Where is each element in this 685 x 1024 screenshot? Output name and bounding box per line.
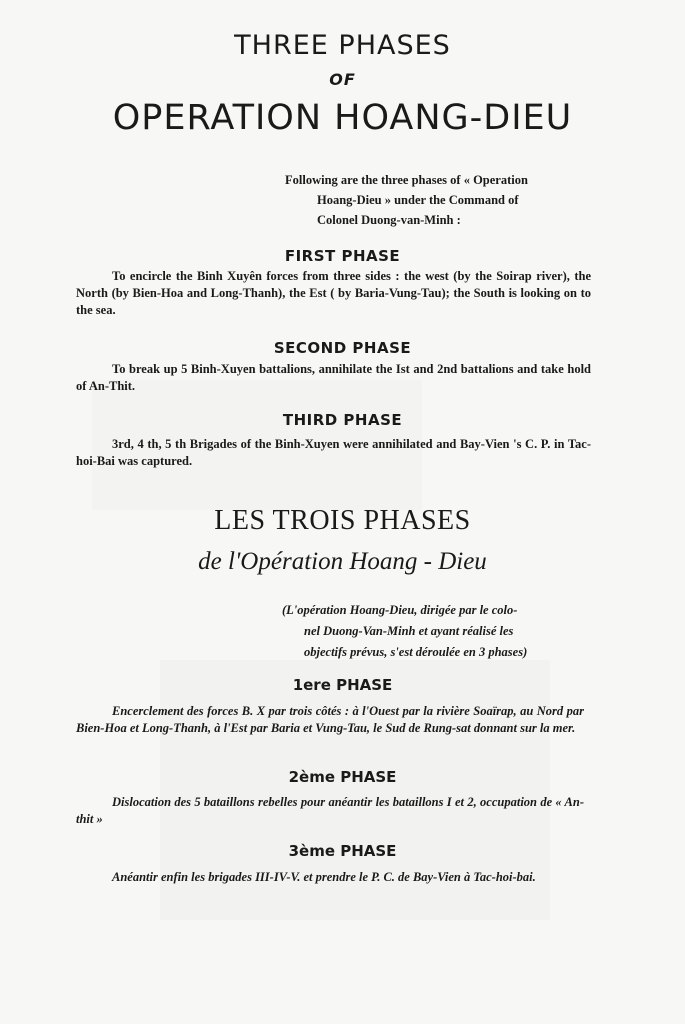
english-phase-text: To encircle the Binh Xuyên forces from three sides : the west (by the Soirap river), the North (by Bien-Hoa and Long-Thanh), the Est ( by Baria-Vung-Tau); the South is looking on to the sea. [76,269,591,317]
english-intro-line: Hoang-Dieu » under the Command of [317,193,519,207]
french-phase-text: Dislocation des 5 bataillons rebelles pour anéantir les bataillons I et 2, occupation de « An-thit » [76,795,584,826]
english-intro-line: Colonel Duong-van-Minh : [317,213,461,227]
english-title-of: OF [329,70,356,89]
french-intro [282,600,588,663]
english-phase-heading: THIRD PHASE [282,411,403,429]
french-phase-heading: 2ème PHASE [288,768,397,786]
english-phase-heading: FIRST PHASE [284,247,401,265]
french-phase-text: Anéantir enfin les brigades III-IV-V. et prendre le P. C. de Bay-Vien à Tac-hoi-bai. [112,870,536,884]
french-phase-text: Encerclement des forces B. X par trois côtés : à l'Ouest par la rivière Soaïrap, au Nord par Bien-Hoa et Long-Thanh, à l'Est par Baria et Vung-Tau, le Sud de Rung-sat donnant sur la mer. [76,704,584,735]
english-intro-line: Following are the three phases of « Operation [285,173,528,187]
french-phase-heading: 3ème PHASE [288,842,397,860]
english-phase-text: 3rd, 4 th, 5 th Brigades of the Binh-Xuyen were annihilated and Bay-Vien 's C. P. in Tac-hoi-Bai was captured. [76,437,591,468]
english-title-line2: OPERATION HOANG-DIEU [112,98,573,138]
french-intro-line: nel Duong-Van-Minh et ayant réalisé les [304,624,514,638]
english-intro [285,170,595,230]
french-intro-line: (L'opération Hoang-Dieu, dirigée par le colo- [282,603,518,617]
french-intro-line: objectifs prévus, s'est déroulée en 3 phases) [304,645,528,659]
french-title-line2: de l'Opération Hoang - Dieu [198,548,487,575]
english-phase-text: To break up 5 Binh-Xuyen battalions, annihilate the Ist and 2nd battalions and take hold of An-Thit. [76,362,591,393]
english-phase-heading: SECOND PHASE [273,339,412,357]
french-title-line1: LES TROIS PHASES [214,505,471,536]
english-title-line1: THREE PHASES [234,30,451,61]
french-phase-heading: 1ere PHASE [292,676,393,694]
